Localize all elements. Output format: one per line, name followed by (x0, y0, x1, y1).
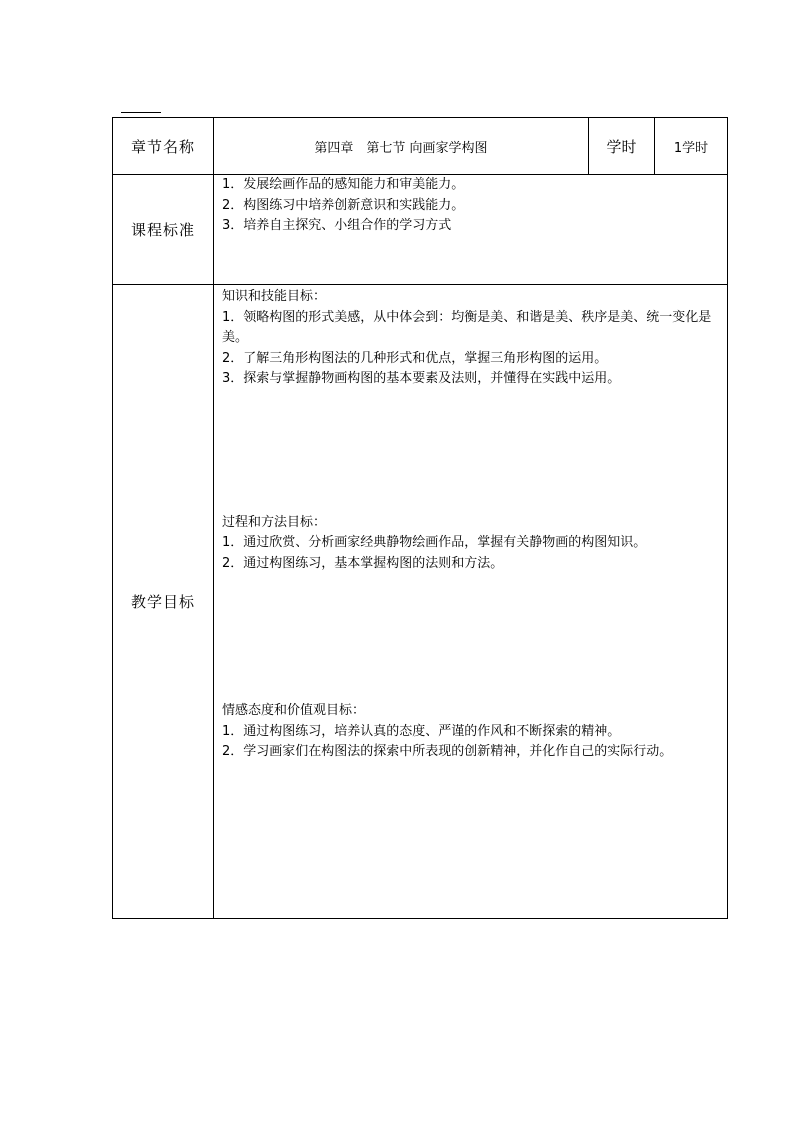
knowledge-item: 1．领略构图的形式美感，从中体会到：均衡是美、和谐是美、秩序是美、统一变化是美。 (222, 309, 712, 345)
curriculum-standard-item: 3．培养自主探究、小组合作的学习方式 (222, 218, 452, 233)
header-rule (121, 112, 161, 113)
lesson-plan-table (112, 117, 728, 919)
teaching-objectives-label: 教学目标 (113, 285, 214, 919)
knowledge-objectives (222, 287, 721, 390)
curriculum-standard-label: 课程标准 (113, 175, 214, 285)
process-item: 1．通过欣赏、分析画家经典静物绘画作品，掌握有关静物画的构图知识。 (222, 535, 647, 550)
curriculum-standard-row (113, 175, 728, 285)
process-item: 2．通过构图练习，基本掌握构图的法则和方法。 (222, 555, 504, 571)
emotion-item: 2．学习画家们在构图法的探索中所表现的创新精神，并化作自己的实际行动。 (222, 744, 673, 759)
process-objectives (222, 513, 721, 575)
emotion-objectives (222, 701, 721, 763)
knowledge-heading: 知识和技能目标： (222, 289, 327, 304)
emotion-item: 1．通过构图练习，培养认真的态度、严谨的作风和不断探索的精神。 (222, 723, 621, 739)
knowledge-item: 2．了解三角形构图法的几种形式和优点，掌握三角形构图的运用。 (222, 350, 608, 366)
emotion-heading: 情感态度和价值观目标： (222, 703, 366, 718)
curriculum-standard-item: 2．构图练习中培养创新意识和实践能力。 (222, 197, 465, 213)
knowledge-item: 3．探索与掌握静物画构图的基本要素及法则，并懂得在实践中运用。 (222, 371, 621, 386)
hours-label: 学时 (589, 118, 655, 175)
chapter-title: 第四章 第七节 向画家学构图 (214, 118, 589, 175)
teaching-objectives-content (214, 285, 728, 919)
chapter-row (113, 118, 728, 175)
curriculum-standard-item: 1．发展绘画作品的感知能力和审美能力。 (222, 177, 465, 192)
curriculum-standard-content (214, 175, 728, 285)
chapter-label: 章节名称 (113, 118, 214, 175)
process-heading: 过程和方法目标： (222, 514, 327, 530)
hours-value: 1学时 (655, 118, 728, 175)
teaching-objectives-row (113, 285, 728, 919)
